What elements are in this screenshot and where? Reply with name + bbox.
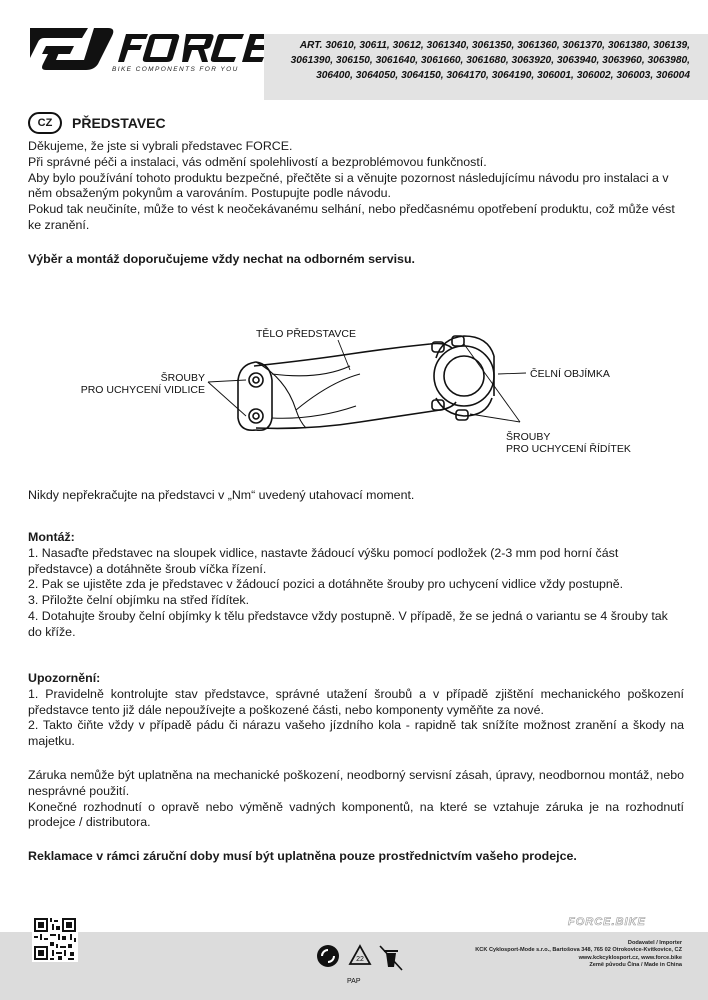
label-bar-bolts-line2: PRO UCHYCENÍ ŘÍDÍTEK — [506, 443, 631, 455]
intro-paragraph: Při správné péči a instalaci, vás odmění spolehlivostí a bezproblémovou funkčností. — [28, 154, 487, 169]
label-fork-bolts-line1: ŠROUBY — [160, 372, 205, 384]
importer-info — [382, 940, 682, 970]
stem-diagram — [60, 318, 660, 468]
importer-address: KCK Cyklosport-Mode s.r.o., Bartošova 348, 765 02 Otrokovice-Kvítkovice, CZ — [475, 947, 682, 954]
qr-code-graphic — [32, 916, 78, 962]
pap-number: 22 — [356, 956, 364, 963]
label-stem-body: TĚLO PŘEDSTAVCE — [256, 328, 356, 340]
intro-paragraph: Aby bylo používání tohoto produktu bezpečné, přečtěte si a věnujte pozornost následujícímu návodu pro instalaci a v něm obsaženým pokynům a varováním. Postupujte podle návodu. — [28, 170, 669, 201]
warning-item: 1. Pravidelně kontrolujte stav představce, správné utažení šroubů a v případě zjištění mechanického poškození představce tento již dále nepoužívejte a poškozené části, nebo komponenty vyměňte za nové. — [28, 686, 684, 717]
label-faceplate: ČELNÍ OBJÍMKA — [530, 368, 610, 380]
assembly-step: 2. Pak se ujistěte zda je představec v žádoucí pozici a dotáhněte šrouby pro uchycení vidlice vždy postupně. — [28, 577, 624, 592]
language-badge: CZ — [28, 112, 62, 134]
pap-label: PAP — [347, 978, 361, 985]
service-note: Výběr a montáž doporučujeme vždy nechat na odborném servisu. — [28, 252, 415, 266]
page-title: PŘEDSTAVEC — [72, 115, 166, 131]
brand-watermark: FORCE.BIKE — [568, 916, 646, 928]
qr-code — [32, 916, 78, 962]
country-of-origin: Země původu Čína / Made in China — [589, 962, 682, 969]
assembly-heading: Montáž: — [28, 530, 75, 544]
label-fork-bolts — [81, 372, 205, 396]
assembly-step: 1. Nasaďte představec na sloupek vidlice, nastavte žádoucí výšku pomocí podložek (2-3 mm pod horní část představce) a dotáhněte šroub víčka řízení. — [28, 545, 619, 576]
warning-heading: Upozornění: — [28, 671, 101, 685]
warning-section — [28, 671, 684, 750]
assembly-step: 3. Přiložte čelní objímku na střed řídítek. — [28, 593, 250, 608]
label-fork-bolts-line2: PRO UCHYCENÍ VIDLICE — [80, 384, 205, 396]
assembly-section — [28, 530, 684, 641]
importer-heading: Dodavatel / Importer — [627, 940, 682, 946]
intro-text — [28, 139, 684, 234]
claims-note: Reklamace v rámci záruční doby musí být uplatněna pouze prostřednictvím vašeho prodejce. — [28, 849, 577, 863]
warranty-paragraph: Konečné rozhodnutí o opravě nebo výměně vadných komponentů, na které se vztahuje záruka je na rozhodnutí prodejce / distributora. — [28, 799, 684, 830]
label-bar-bolts-line1: ŠROUBY — [506, 431, 551, 443]
warranty-section — [28, 768, 684, 831]
label-bar-bolts — [506, 431, 631, 455]
warning-item: 2. Takto čiňte vždy v případě pádu či nárazu vašeho jízdního kola - rapidně tak snížíte možnost zranění a škody na majetku. — [28, 718, 684, 749]
green-dot-icon — [317, 945, 339, 967]
intro-paragraph: Pokud tak neučiníte, může to vést k neočekávanému selhání, nebo předčasnému opotřebení produktu, což může vést ke zranění. — [28, 202, 675, 232]
assembly-step: 4. Dotahujte šrouby čelní objímky k tělu představce vždy postupně. V případě, že se jedná o variantu se 4 šrouby tak do kříže. — [28, 608, 668, 639]
intro-paragraph: Děkujeme, že jste si vybrali představec FORCE. — [28, 139, 293, 153]
article-numbers: ART. 30610, 30611, 30612, 3061340, 3061350, 3061360, 3061370, 3061380, 306139, 3061390, 306150, 3061640, 3061660, 3061680, 3063920, 3063940, 3063960, 3063980, 306400, 3064050, 3064150, 3064170, 3064190, 306001, 306002, 306003, 306004 — [290, 40, 690, 81]
brand-tagline: BIKE COMPONENTS FOR YOU — [112, 66, 239, 73]
torque-note: Nikdy nepřekračujte na představci v „Nm“ uvedený utahovací moment. — [28, 488, 415, 502]
warranty-paragraph: Záruka nemůže být uplatněna na mechanické poškození, neodborný servisní zásah, úpravy, neodbornou montáž, nebo nesprávné použití. — [28, 768, 684, 798]
importer-web: www.kckcyklosport.cz, www.force.bike — [578, 954, 682, 961]
